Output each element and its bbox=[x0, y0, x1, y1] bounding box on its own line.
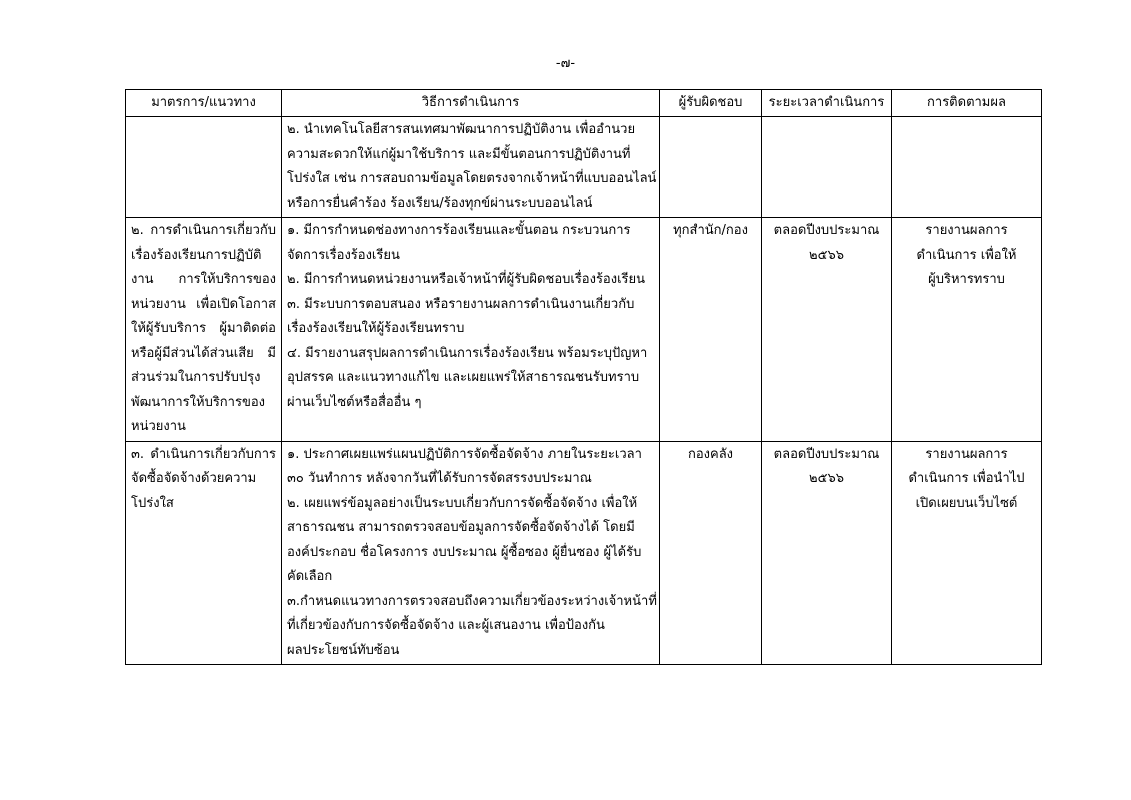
method-line: ๒. มีการกำหนดหน่วยงานหรือเจ้าหน้าที่ผู้รับผิดชอบเรื่องร้องเรียน bbox=[287, 272, 646, 287]
row1-followup bbox=[892, 117, 1042, 218]
method-line: สาธารณชน สามารถตรวจสอบข้อมูลการจัดซื้อจัดจ้างได้ โดยมี bbox=[287, 520, 635, 535]
method-line: ๓. มีระบบการตอบสนอง หรือรายงานผลการดำเนินงานเกี่ยวกับ bbox=[287, 296, 635, 312]
followup-line: ดำเนินการ เพื่อนำไป bbox=[908, 471, 1025, 486]
header-measure: มาตรการ/แนวทาง bbox=[126, 90, 282, 117]
method-line: ความสะดวกให้แก่ผู้มาใช้บริการ และมีขั้นตอนการปฏิบัติงานที่ bbox=[287, 146, 631, 162]
header-period: ระยะเวลาดำเนินการ bbox=[762, 90, 892, 117]
followup-line: เปิดเผยบนเว็บไซต์ bbox=[915, 495, 1018, 511]
period-line: ตลอดปีงบประมาณ bbox=[773, 446, 880, 462]
table-header-row bbox=[126, 90, 1042, 117]
method-line: อุปสรรค และแนวทางแก้ไข และเผยแพร่ให้สาธารณชนรับทราบ bbox=[287, 370, 640, 385]
header-responsible: ผู้รับผิดชอบ bbox=[660, 90, 762, 117]
row1-responsible bbox=[660, 117, 762, 218]
method-line: ๑. ประกาศเผยแพร่แผนปฏิบัติการจัดซื้อจัดจ้าง ภายในระยะเวลา bbox=[287, 446, 642, 462]
method-line: โปร่งใส เช่น การสอบถามข้อมูลโดยตรงจากเจ้าหน้าที่แบบออนไลน์ bbox=[287, 171, 657, 186]
row1-measure bbox=[126, 117, 282, 218]
method-line: เรื่องร้องเรียนให้ผู้ร้องเรียนทราบ bbox=[287, 321, 465, 336]
row2-method bbox=[282, 218, 660, 442]
method-line: คัดเลือก bbox=[287, 569, 333, 584]
method-line: ๒. นำเทคโนโลยีสารสนเทศมาพัฒนาการปฏิบัติงาน เพื่ออำนวย bbox=[287, 122, 636, 137]
method-line: ที่เกี่ยวข้องกับการจัดซื้อจัดจ้าง และผู้เสนองาน เพื่อป้องกัน bbox=[287, 618, 605, 633]
row3-responsible: กองคลัง bbox=[660, 441, 762, 665]
period-line: ตลอดปีงบประมาณ bbox=[773, 223, 880, 238]
row2-followup bbox=[892, 218, 1042, 442]
header-method: วิธีการดำเนินการ bbox=[282, 90, 660, 117]
method-line: ๔. มีรายงานสรุปผลการดำเนินการเรื่องร้องเรียน พร้อมระบุปัญหา bbox=[287, 345, 648, 361]
method-line: ๑. มีการกำหนดช่องทางการร้องเรียนและขั้นตอน กระบวนการ bbox=[287, 223, 631, 238]
table-row bbox=[126, 218, 1042, 442]
row3-period bbox=[762, 441, 892, 665]
method-line: ๒. เผยแพร่ข้อมูลอย่างเป็นระบบเกี่ยวกับการจัดซื้อจัดจ้าง เพื่อให้ bbox=[287, 495, 638, 511]
action-plan-table bbox=[125, 89, 1042, 665]
row2-responsible: ทุกสำนัก/กอง bbox=[660, 218, 762, 442]
table-row bbox=[126, 117, 1042, 218]
method-line: จัดการเรื่องร้องเรียน bbox=[287, 247, 400, 263]
row3-followup bbox=[892, 441, 1042, 665]
page-number: -๗- bbox=[555, 56, 576, 71]
followup-line: ผู้บริหารทราบ bbox=[928, 272, 1005, 287]
method-line: องค์ประกอบ ชื่อโครงการ งบประมาณ ผู้ซื้อซอง ผู้ยื่นซอง ผู้ได้รับ bbox=[287, 544, 642, 560]
method-line: ผ่านเว็บไซต์หรือสื่ออื่น ๆ bbox=[287, 394, 422, 410]
method-line: หรือการยื่นคำร้อง ร้องเรียน/ร้องทุกข์ผ่านระบบออนไลน์ bbox=[287, 195, 593, 211]
method-line: ๓.กำหนดแนวทางการตรวจสอบถึงความเกี่ยวข้องระหว่างเจ้าหน้าที่ bbox=[287, 593, 657, 609]
period-line: ๒๕๖๖ bbox=[809, 471, 844, 486]
row1-method bbox=[282, 117, 660, 218]
row1-period bbox=[762, 117, 892, 218]
table-row bbox=[126, 441, 1042, 665]
row3-measure: ๓. ดำเนินการเกี่ยวกับการจัดซื้อจัดจ้างด้วยความโปร่งใส bbox=[126, 441, 282, 665]
followup-line: รายงานผลการ bbox=[925, 223, 1008, 238]
followup-line: ดำเนินการ เพื่อให้ bbox=[916, 247, 1017, 263]
header-followup: การติดตามผล bbox=[892, 90, 1042, 117]
period-line: ๒๕๖๖ bbox=[809, 247, 844, 263]
row2-measure: ๒. การดำเนินการเกี่ยวกับเรื่องร้องเรียนการปฏิบัติงาน การให้บริการของหน่วยงาน เพื่อเปิดโอกาสให้ผู้รับบริการ ผู้มาติดต่อ หรือผู้มีส่วนได้ส่วนเสีย มีส่วนร่วมในการปรับปรุงพัฒนาการให้บริการของหน่วยงาน bbox=[126, 218, 282, 442]
method-line: ๓๐ วันทำการ หลังจากวันที่ได้รับการจัดสรรงบประมาณ bbox=[287, 471, 592, 486]
row3-method bbox=[282, 441, 660, 665]
method-line: ผลประโยชน์ทับซ้อน bbox=[287, 642, 400, 658]
row2-period bbox=[762, 218, 892, 442]
followup-line: รายงานผลการ bbox=[925, 446, 1008, 462]
